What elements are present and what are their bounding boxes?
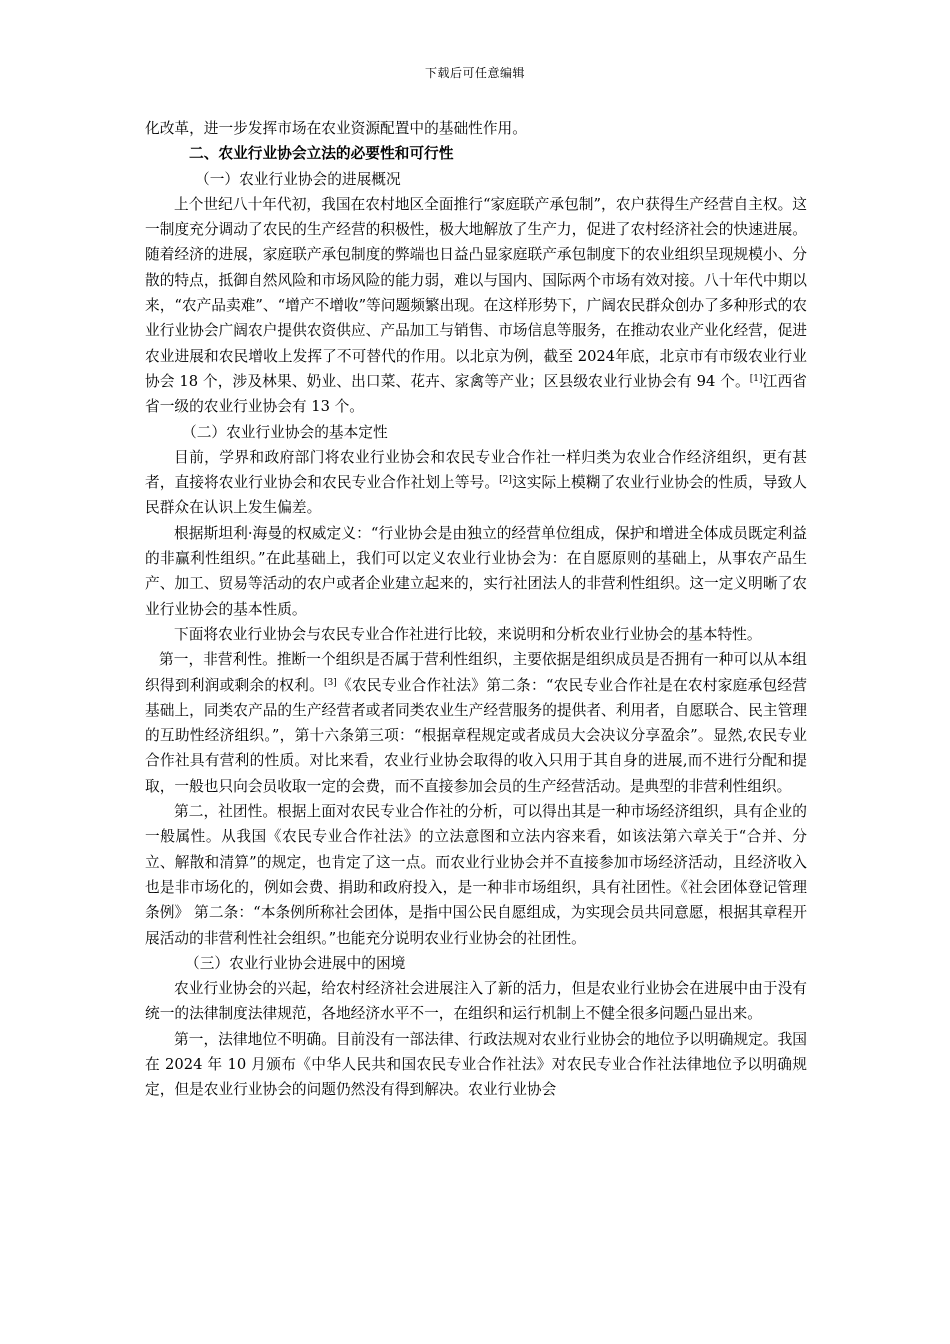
paragraph-text: 《农民专业合作社法》第二条：“农民专业合作社是在农村家庭承包经营基础上，同类农产品的生产经营者或者同类农业生产经营服务的提供者、利用者，自愿联合、民主管理的互助性经济组织。”，第十六条第三项：“根据章程规定或者成员大会决议分享盈余”。显然,农民专业合作社具有营利的性质。对比来看，农业行业协会取得的收入只用于其自身的进展,而不进行分配和提取，一般也只向会员收取一定的会费，而不直接参加会员的生产经营活动。是典型的非营利性组织。 <box>145 676 807 795</box>
paragraph-text: 上个世纪八十年代初，我国在农村地区全面推行“家庭联产承包制”，农户获得生产经营自主权。这一制度充分调动了农民的生产经营的积极性，极大地解放了生产力，促进了农村经济社会的快速进展。随着经济的进展，家庭联产承包制度的弊端也日益凸显家庭联产承包制度下的农业组织呈现规模小、分散的特点，抵御自然风险和市场风险的能力弱，难以与国内、国际两个市场有效对接。八十年代中期以来，“农产品卖难”、“增产不增收”等问题频繁出现。在这样形势下，广阔农民群众创办了多种形式的农业行业协会广阔农户提供农资供应、产品加工与销售、市场信息等服务，在推动农业产业化经营，促进农业进展和农民增收上发挥了不可替代的作用。以北京为例，截至 2024年底，北京市有市级农业行业协会 18 个，涉及林果、奶业、出口菜、花卉、家禽等产业；区县级农业行业协会有 94 个。 <box>145 195 807 390</box>
footnote-ref: [2] <box>499 475 512 486</box>
paragraph-text: 这实际上模糊了农业行业协会的性质，导致人民群众在认识上发生偏差。 <box>145 474 807 517</box>
paragraph <box>145 192 807 420</box>
paragraph: 第二，社团性。根据上面对农民专业合作社的分析，可以得出其是一种市场经济组织，具有企业的一般属性。从我国《农民专业合作社法》的立法意图和立法内容来看，如该法第六章关于“合并、分立、解散和清算”的规定，也肯定了这一点。而农业行业协会并不直接参加市场经济活动，且经济收入也是非市场化的，例如会费、捐助和政府投入，是一种非市场组织，具有社团性。《社会团体登记管理条例》 第二条：“本条例所称社会团体，是指中国公民自愿组成，为实现会员共同意愿，根据其章程开展活动的非营利性社会组织。”也能充分说明农业行业协会的社团性。 <box>145 803 807 947</box>
paragraph: 下面将农业行业协会与农民专业合作社进行比较，来说明和分析农业行业协会的基本特性。 <box>174 625 762 643</box>
paragraph-text: 第一，非营利性。推断一个组织是否属于营利性组织，主要依据是组织成员是否拥有一种可以从本组织得到利润或剩余的权利。 <box>145 651 807 694</box>
paragraph: 农业行业协会的兴起，给农村经济社会进展注入了新的活力，但是农业行业协会在进展中由于没有统一的法律制度法律规范，各地经济水平不一，在组织和运行机制上不健全很多问题凸显出来。 <box>145 980 807 1023</box>
subsection-heading: （二）农业行业协会的基本定性 <box>182 423 388 441</box>
paragraph: 根据斯坦利·海曼的权威定义：“行业协会是由独立的经营单位组成，保护和增进全体成员既定利益的非赢利性组织。”在此基础上，我们可以定义农业行业协会为：在自愿原则的基础上，从事农产品生产、加工、贸易等活动的农户或者企业建立起来的，实行社团法人的非营利性组织。这一定义明晰了农业行业协会的基本性质。 <box>145 524 807 618</box>
paragraph: 第一，法律地位不明确。目前没有一部法律、行政法规对农业行业协会的地位予以明确规定。我国在 2024 年 10 月颁布《中华人民共和国农民专业合作社法》对农民专业合作社法律地位予以明确规定，但是农业行业协会的问题仍然没有得到解决。农业行业协会 <box>145 1030 807 1099</box>
subsection-heading: （三）农业行业协会进展中的困境 <box>185 954 406 972</box>
footnote-ref: [3] <box>324 677 337 688</box>
document-body <box>145 116 807 1103</box>
paragraph <box>145 647 807 799</box>
section-heading: 二、农业行业协会立法的必要性和可行性 <box>189 145 454 163</box>
paragraph: 化改革，进一步发挥市场在农业资源配置中的基础性作用。 <box>145 120 527 137</box>
subsection-heading: （一）农业行业协会的进展概况 <box>195 170 401 188</box>
paragraph <box>145 445 807 521</box>
paragraph-text: 江西省省一级的农业行业协会有 13 个。 <box>145 372 807 416</box>
paragraph-text: 目前，学界和政府部门将农业行业协会和农民专业合作社一样归类为农业合作经济组织，更有甚者，直接将农业行业协会和农民专业合作社划上等号。 <box>145 448 807 492</box>
page-header: 下载后可任意编辑 <box>424 66 525 80</box>
footnote-ref: [1] <box>749 373 763 384</box>
